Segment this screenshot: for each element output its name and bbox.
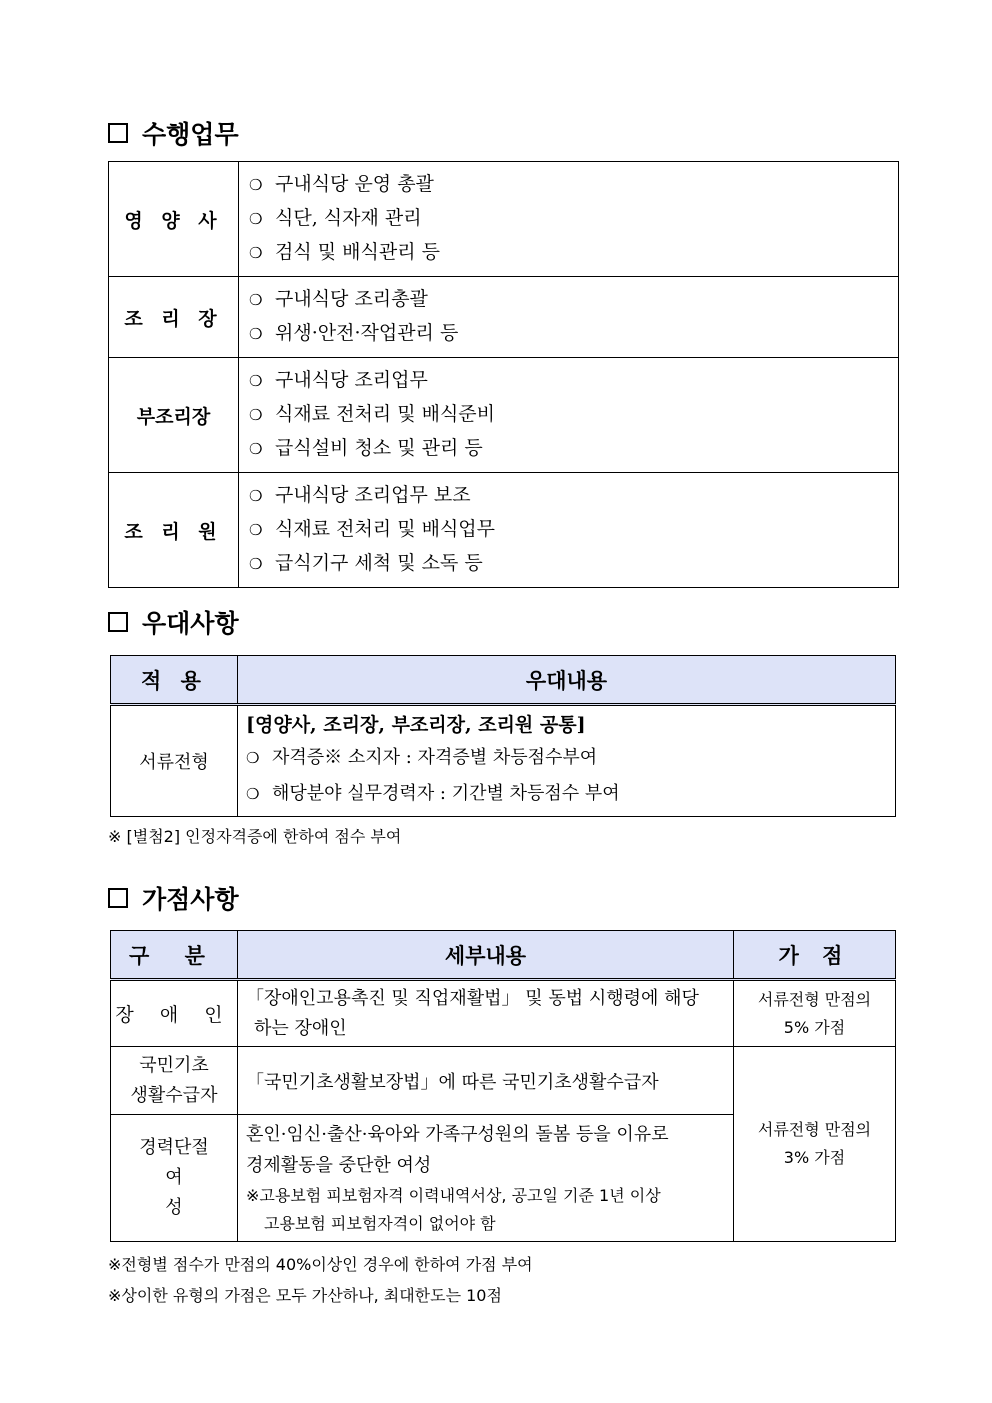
bonus-note: ※전형별 점수가 만점의 40%이상인 경우에 한하여 가점 부여 (108, 1255, 533, 1274)
checkbox-square-icon (108, 123, 128, 143)
detail-cell: 「장애인고용촉진 및 직업재활법」 및 동법 시행령에 해당 하는 장애인 (238, 980, 734, 1047)
column-header: 우대내용 (238, 656, 896, 705)
preference-heading: [영양사, 조리장, 부조리장, 조리원 공통] (246, 714, 586, 736)
checkbox-square-icon (108, 888, 128, 908)
preference-note: ※ [별첨2] 인정자격증에 한하여 점수 부여 (108, 827, 402, 846)
duties-table (108, 161, 899, 588)
bonus-note: ※상이한 유형의 가점은 모두 가산하나, 최대한도는 10점 (108, 1286, 502, 1305)
points-cell: 서류전형 만점의 5% 가점 (734, 980, 896, 1047)
role-cell: 부조리장 (109, 358, 239, 473)
circle-bullet-icon: ❍ (249, 406, 263, 424)
table-row (109, 358, 899, 473)
role-cell: 영 양 사 (109, 162, 239, 277)
circle-bullet-icon: ❍ (249, 244, 263, 262)
table-row (111, 1047, 896, 1115)
circle-bullet-icon: ❍ (249, 210, 263, 228)
column-header: 적 용 (111, 656, 238, 705)
detail-subnote: 고용보험 피보험자격이 없어야 함 (264, 1214, 496, 1233)
circle-bullet-icon: ❍ (249, 440, 263, 458)
stage-cell: 서류전형 (111, 705, 238, 817)
circle-bullet-icon: ❍ (249, 487, 263, 505)
preference-content: [영양사, 조리장, 부조리장, 조리원 공통] ❍ 자격증※ 소지자 : 자격증별 차등점수부여 ❍ 해당분야 실무경력자 : 기간별 차등점수 부여 (238, 705, 896, 817)
circle-bullet-icon: ❍ (246, 785, 260, 803)
circle-bullet-icon: ❍ (249, 176, 263, 194)
duty-list: ❍ 구내식당 조리총괄 ❍ 위생·안전·작업관리 등 (239, 277, 899, 358)
circle-bullet-icon: ❍ (249, 291, 263, 309)
preference-table (110, 655, 896, 817)
checkbox-square-icon (108, 612, 128, 632)
table-header-row (111, 656, 896, 705)
section-title-preference: 우대사항 (108, 604, 239, 640)
column-header: 구 분 (111, 931, 238, 980)
circle-bullet-icon: ❍ (249, 372, 263, 390)
duty-list: ❍ 구내식당 조리업무 보조 ❍ 식재료 전처리 및 배식업무 ❍ 급식기구 세척 및 소독 등 (239, 473, 899, 588)
duty-list: ❍ 구내식당 조리업무 ❍ 식재료 전처리 및 배식준비 ❍ 급식설비 청소 및 관리 등 (239, 358, 899, 473)
section-title-bonus: 가점사항 (108, 880, 239, 916)
detail-cell: 「국민기초생활보장법」에 따른 국민기초생활수급자 (238, 1047, 734, 1115)
table-row (111, 705, 896, 817)
role-cell: 조 리 장 (109, 277, 239, 358)
circle-bullet-icon: ❍ (249, 555, 263, 573)
circle-bullet-icon: ❍ (246, 749, 260, 767)
category-cell: 국민기초 생활수급자 (111, 1047, 238, 1115)
category-cell: 장 애 인 (111, 980, 238, 1047)
circle-bullet-icon: ❍ (249, 325, 263, 343)
table-row (109, 162, 899, 277)
role-cell: 조 리 원 (109, 473, 239, 588)
detail-subnote: ※고용보험 피보험자격 이력내역서상, 공고일 기준 1년 이상 (246, 1186, 661, 1205)
duty-list: ❍ 구내식당 운영 총괄 ❍ 식단, 식자재 관리 ❍ 검식 및 배식관리 등 (239, 162, 899, 277)
shared-points-cell: 서류전형 만점의 3% 가점 (734, 1047, 896, 1242)
detail-cell: 혼인·임신·출산·육아와 가족구성원의 돌봄 등을 이유로 경제활동을 중단한 여성 ※고용보험 피보험자격 이력내역서상, 공고일 기준 1년 이상 고용보험 피보험자격이 없어야 함 (238, 1115, 734, 1242)
column-header: 세부내용 (238, 931, 734, 980)
table-row (109, 277, 899, 358)
column-header: 가 점 (734, 931, 896, 980)
table-row (111, 980, 896, 1047)
circle-bullet-icon: ❍ (249, 521, 263, 539)
section-title-duties: 수행업무 (108, 115, 239, 151)
table-row (109, 473, 899, 588)
table-header-row (111, 931, 896, 980)
category-cell: 경력단절 여 성 (111, 1115, 238, 1242)
bonus-table (110, 930, 896, 1242)
